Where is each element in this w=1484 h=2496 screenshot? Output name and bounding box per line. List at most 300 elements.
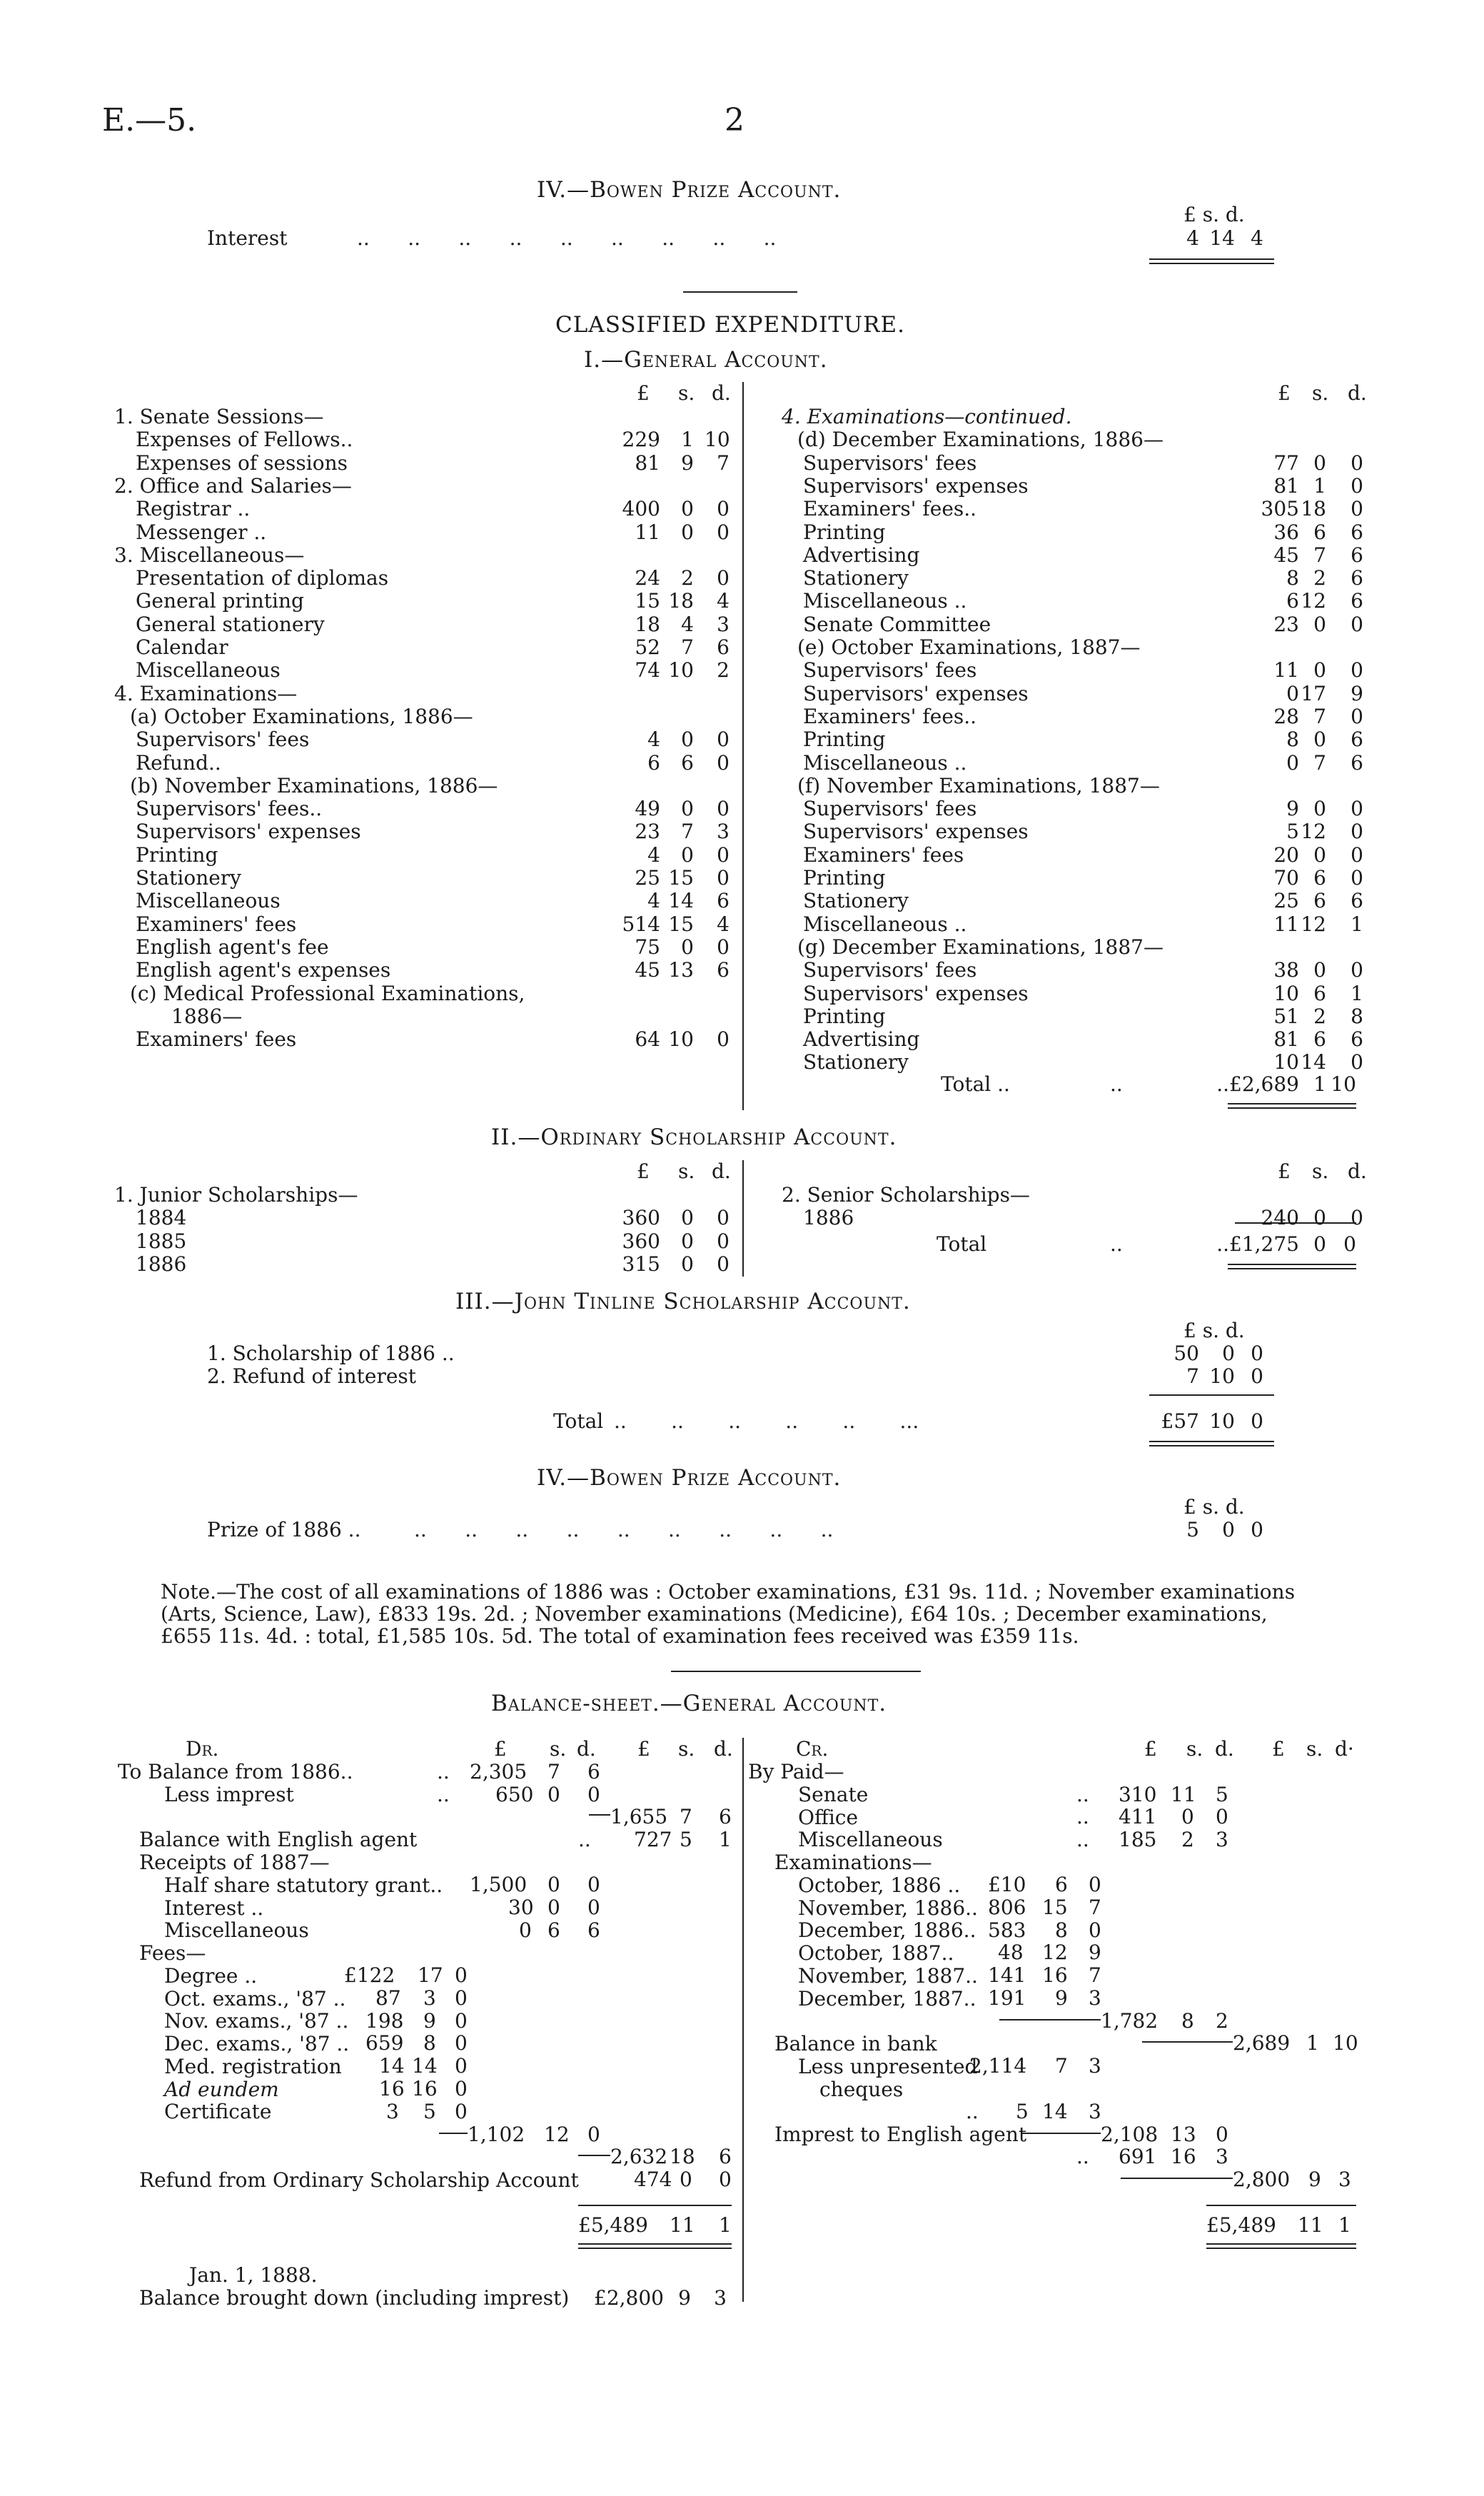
credit-amount: 9: [1055, 1986, 1068, 2010]
credit-amount: 7: [1089, 1963, 1101, 1987]
debit-amount: 5: [680, 1828, 692, 1851]
currency-header: s.: [1186, 1737, 1203, 1761]
ledger-item-pounds: 28: [1273, 704, 1299, 728]
ledger-item-shillings: 14: [1301, 1050, 1326, 1075]
credit-line-label: October, 1887..: [798, 1941, 954, 1965]
ledger-item-pence: 0: [1351, 658, 1363, 683]
subtotal-rule: [1149, 1394, 1274, 1396]
credit-line-label: Less unpresented: [798, 2054, 978, 2078]
ledger-item-label: Registrar ..: [136, 497, 251, 521]
dr-heading: Dr.: [186, 1737, 219, 1761]
credit-amount: 191: [988, 1986, 1026, 2010]
ledger-item-shillings: 0: [681, 497, 694, 521]
debit-amount: 12: [544, 2123, 570, 2146]
credit-amount: 2,114: [969, 2054, 1027, 2078]
ledger-item-label: 1886: [136, 1252, 187, 1276]
ledger-item-shillings: 7: [681, 820, 694, 844]
ledger-item-pounds: 45: [635, 958, 660, 982]
debit-amount: ..: [437, 1783, 450, 1806]
ledger-item-pounds: 4: [647, 889, 660, 913]
bracket-rule: [1121, 2178, 1233, 2179]
ledger-item-shillings: 1: [1313, 473, 1326, 498]
ledger-item-label: (a) October Examinations, 1886—: [130, 704, 473, 728]
ledger-item-shillings: 0: [1313, 451, 1326, 475]
debit-amount: ..: [578, 1828, 591, 1851]
ledger-item-pence: 6: [1351, 520, 1363, 544]
total-rule: [578, 2243, 732, 2245]
debit-amount: 0: [547, 1873, 560, 1896]
debit-amount: 727: [634, 1828, 672, 1851]
ledger-item-pounds: 20: [1273, 842, 1299, 867]
currency-header: s.: [678, 1159, 695, 1183]
debit-amount: 0: [587, 2123, 600, 2146]
ledger-item-label: Supervisors' fees: [803, 958, 977, 982]
debit-amount: 0: [587, 1873, 600, 1896]
debit-amount: 6: [719, 2145, 732, 2168]
debit-line-label: To Balance from 1886..: [118, 1760, 353, 1783]
ledger-item-label: Supervisors' expenses: [803, 820, 1029, 844]
credit-amount: 3: [1338, 2168, 1351, 2191]
credit-line-label: Imprest to English agent: [774, 2123, 1027, 2146]
ledger-item-label: Examiners' fees: [136, 1027, 297, 1052]
ledger-item-label: Stationery: [803, 566, 909, 590]
ledger-item-pounds: 52: [635, 635, 660, 659]
currency-header: d.: [712, 1159, 731, 1183]
subtotal-rule: [578, 2205, 732, 2206]
ledger-item-pence: 0: [1351, 842, 1363, 867]
credit-amount: 6: [1055, 1873, 1068, 1896]
debit-line-label: Receipts of 1887—: [139, 1851, 330, 1874]
credit-amount: £10: [988, 1873, 1026, 1896]
balance-sheet-title: Balance-sheet.—General Account.: [491, 1691, 887, 1716]
ledger-item-pounds: 75: [635, 935, 660, 959]
general-account-title: I.—General Account.: [584, 347, 828, 373]
credit-amount: 8: [1055, 1918, 1068, 1942]
ledger-item-label: Stationery: [803, 889, 909, 913]
ledger-item-label: Miscellaneous: [136, 889, 281, 913]
debit-amount: 0: [455, 1963, 468, 1987]
debit-amount: 30: [508, 1896, 534, 1919]
ledger-item-shillings: 0: [1313, 797, 1326, 821]
bracket-rule: [999, 2019, 1101, 2021]
currency-header: £: [1278, 1159, 1291, 1183]
ledger-item-label: General stationery: [136, 612, 325, 636]
debit-amount: 7: [680, 1805, 692, 1828]
ledger-item-pounds: 229: [622, 428, 660, 452]
ledger-item-shillings: 0: [1313, 1206, 1326, 1230]
credit-line-label: Office: [798, 1805, 859, 1829]
column-divider: [742, 1738, 744, 2302]
total-rule: [1206, 2243, 1356, 2245]
ledger-item-pence: 0: [1351, 866, 1363, 890]
ledger-item-label: 1. Junior Scholarships—: [114, 1183, 358, 1207]
tinline-item-pence: 0: [1251, 1364, 1263, 1388]
credit-amount: 691: [1119, 2145, 1157, 2168]
ledger-item-pence: 0: [1351, 1050, 1363, 1075]
ledger-item-pounds: 81: [635, 451, 660, 475]
ledger-item-shillings: 18: [1301, 497, 1326, 521]
currency-header: d.: [1215, 1737, 1234, 1761]
credit-amount: 2,108: [1101, 2123, 1159, 2146]
ledger-item-pounds: 74: [635, 658, 660, 683]
ledger-item-shillings: 4: [681, 612, 694, 636]
debit-amount: 14: [379, 2054, 405, 2078]
debit-amount: 0: [519, 1918, 532, 1942]
credit-amount: 3: [1089, 2100, 1101, 2123]
debit-line-label: Fees—: [139, 1941, 206, 1965]
ordinary-total-label: Total: [937, 1232, 987, 1256]
ledger-item-pounds: 81: [1273, 473, 1299, 498]
ledger-item-pence: 0: [717, 797, 730, 821]
debit-amount: 0: [547, 1783, 560, 1806]
ledger-item-shillings: 0: [1313, 612, 1326, 636]
debit-line-label: Med. registration: [164, 2054, 342, 2078]
currency-header: d·: [1335, 1737, 1354, 1761]
credit-amount: 1,782: [1101, 2009, 1159, 2033]
tinline-item-shillings: 0: [1222, 1342, 1235, 1365]
page-number: 2: [725, 102, 744, 139]
ledger-item-pence: 0: [717, 866, 730, 890]
credit-line-label: cheques: [819, 2077, 904, 2101]
tinline-scholarship-title: III.—John Tinline Scholarship Account.: [455, 1289, 911, 1314]
ledger-item-pounds: 77: [1273, 451, 1299, 475]
credit-amount: 2,689: [1233, 2031, 1291, 2055]
ledger-item-pence: 3: [717, 612, 730, 636]
debit-amount: ..: [437, 1760, 450, 1783]
ledger-item-label: Miscellaneous ..: [803, 589, 967, 613]
ledger-item-shillings: 2: [1313, 1004, 1326, 1028]
ledger-item-pence: 4: [717, 912, 730, 936]
ledger-item-label: (b) November Examinations, 1886—: [130, 773, 498, 797]
ledger-item-label: Presentation of diplomas: [136, 566, 389, 590]
dot-leader: ..: [1110, 1232, 1123, 1256]
credit-amount: 9: [1089, 1941, 1101, 1964]
ledger-item-shillings: 6: [1313, 981, 1326, 1005]
credit-line-label: Examinations—: [774, 1851, 932, 1874]
ledger-item-pence: 0: [1351, 797, 1363, 821]
ledger-item-shillings: 0: [1313, 958, 1326, 982]
ledger-item-pounds: 4: [647, 842, 660, 867]
debit-amount: 474: [634, 2168, 672, 2191]
ledger-item-label: (g) December Examinations, 1887—: [797, 935, 1164, 959]
ordinary-total-shillings: 0: [1313, 1232, 1326, 1256]
credit-amount: 15: [1042, 1896, 1068, 1919]
currency-header: s.: [678, 1737, 695, 1761]
ledger-item-shillings: 0: [681, 1229, 694, 1253]
debit-amount: 2,305: [470, 1760, 528, 1783]
debit-line-label: Miscellaneous: [164, 1918, 309, 1943]
ledger-item-label: 2. Office and Salaries—: [114, 473, 352, 498]
ledger-item-label: Supervisors' fees..: [136, 797, 323, 821]
ledger-item-label: (e) October Examinations, 1887—: [797, 635, 1141, 659]
ledger-item-pence: 6: [1351, 750, 1363, 775]
column-divider: [742, 382, 744, 1110]
currency-header: d.: [1348, 381, 1367, 405]
debit-amount: 8: [423, 2031, 436, 2055]
debit-line-label: Degree ..: [164, 1963, 258, 1988]
ledger-item-pounds: 6: [647, 750, 660, 775]
bracket-rule: [578, 2155, 610, 2156]
credit-amount: ..: [1076, 1828, 1089, 1851]
ledger-item-shillings: 7: [1313, 750, 1326, 775]
credit-amount: 9: [1308, 2168, 1321, 2191]
currency-header: s.: [1312, 381, 1329, 405]
subtotal-rule: [1206, 2205, 1356, 2206]
ledger-item-pounds: 6: [1286, 589, 1299, 613]
ledger-item-pence: 3: [717, 820, 730, 844]
debit-amount: 0: [455, 2077, 468, 2100]
debit-amount: 14: [412, 2054, 438, 2078]
ledger-item-label: English agent's fee: [136, 935, 329, 959]
currency-header: d.: [1348, 1159, 1367, 1183]
ledger-item-pence: 0: [717, 566, 730, 590]
ledger-item-pounds: 45: [1273, 543, 1299, 567]
credit-amount: 7: [1089, 1896, 1101, 1919]
ledger-item-shillings: 12: [1301, 820, 1326, 844]
debit-amount: 6: [587, 1918, 600, 1942]
ledger-item-pence: 0: [717, 497, 730, 521]
debit-line-label: Less imprest: [164, 1782, 294, 1806]
ledger-item-shillings: 0: [681, 842, 694, 867]
ledger-item-shillings: 7: [1313, 704, 1326, 728]
credit-amount: 5: [1216, 1783, 1228, 1806]
currency-header: d.: [577, 1737, 596, 1761]
section-divider: [683, 291, 797, 293]
debit-amount: 1,500: [470, 1873, 528, 1896]
debit-amount: 0: [455, 2031, 468, 2055]
debit-line-label: Interest ..: [164, 1896, 264, 1920]
ledger-item-label: Senate Committee: [803, 612, 991, 636]
debit-line-label: Dec. exams., '87 ..: [164, 2032, 350, 2055]
credit-amount: 0: [1216, 2123, 1228, 2146]
general-total-label: Total ..: [941, 1072, 1010, 1096]
bracket-rule: [1142, 2041, 1233, 2043]
credit-amount: £5,489: [1206, 2213, 1276, 2237]
debit-amount: 6: [547, 1918, 560, 1942]
total-rule: [1228, 1103, 1356, 1104]
ledger-item-pounds: 11: [1273, 658, 1299, 683]
credit-amount: ..: [1076, 2145, 1089, 2168]
ledger-item-pence: 1: [1351, 981, 1363, 1005]
ordinary-total-pence: 0: [1343, 1232, 1356, 1256]
ledger-item-pence: 0: [1351, 612, 1363, 636]
ledger-item-label: Miscellaneous ..: [803, 912, 967, 936]
debit-line-label: Oct. exams., '87 ..: [164, 1986, 346, 2011]
tinline-total-shillings: 10: [1209, 1409, 1235, 1433]
debit-amount: 9: [423, 2009, 436, 2033]
currency-header: d.: [712, 381, 731, 405]
ledger-item-pence: 4: [717, 589, 730, 613]
ledger-item-label: Supervisors' fees: [803, 658, 977, 683]
ledger-item-pence: 0: [717, 1229, 730, 1253]
currency-header: s.: [1312, 1159, 1329, 1183]
credit-amount: ..: [1076, 1783, 1089, 1806]
debit-amount: 18: [670, 2145, 695, 2168]
debit-amount: 0: [455, 1986, 468, 2010]
ledger-item-pence: 0: [1351, 1206, 1363, 1230]
ledger-item-label: Printing: [803, 866, 886, 890]
debit-amount: 0: [455, 2009, 468, 2033]
ledger-item-shillings: 6: [1313, 520, 1326, 544]
ledger-item-pounds: 400: [622, 497, 660, 521]
credit-line-label: Miscellaneous: [798, 1828, 943, 1852]
bowen-exp-shillings: 0: [1222, 1518, 1235, 1541]
ledger-item-label: Supervisors' expenses: [803, 681, 1029, 705]
tinline-item-pounds: 7: [1186, 1364, 1199, 1388]
ledger-item-pence: 0: [717, 842, 730, 867]
ledger-item-pence: 0: [1351, 704, 1363, 728]
currency-header: £: [1144, 1737, 1157, 1761]
credit-amount: 3: [1089, 1986, 1101, 2010]
ledger-item-pence: 6: [717, 958, 730, 982]
ledger-item-pounds: 23: [635, 820, 660, 844]
classified-expenditure-title: CLASSIFIED EXPENDITURE.: [555, 312, 905, 338]
ledger-item-shillings: 0: [681, 935, 694, 959]
ledger-item-pence: 6: [1351, 889, 1363, 913]
bracket-rule: [1021, 2133, 1101, 2134]
ledger-item-pence: 6: [1351, 589, 1363, 613]
ledger-item-shillings: 1: [681, 428, 694, 452]
credit-line-label: December, 1887..: [798, 1986, 976, 2011]
ledger-item-pence: 1: [1351, 912, 1363, 936]
debit-amount: £122: [344, 1963, 395, 1987]
ledger-item-pounds: 10: [1273, 981, 1299, 1005]
ledger-item-pounds: 15: [635, 589, 660, 613]
ledger-item-pence: 0: [1351, 473, 1363, 498]
cr-heading: Cr.: [796, 1737, 829, 1761]
credit-amount: 11: [1298, 2213, 1323, 2237]
ledger-item-pounds: 9: [1286, 797, 1299, 821]
tinline-total-amount: £57: [1161, 1409, 1199, 1433]
dot-leader: .. .. .. .. .. .. .. .. ..: [414, 1518, 834, 1541]
credit-amount: ..: [1076, 1805, 1089, 1828]
ledger-item-pounds: 360: [622, 1229, 660, 1253]
general-total-amount: ..£2,689: [1216, 1072, 1299, 1096]
ledger-item-pence: 0: [717, 1027, 730, 1052]
dot-leader: .. .. .. .. .. .. .. .. ..: [357, 226, 777, 250]
debit-line-label: Ad eundem: [164, 2077, 279, 2101]
currency-header: £: [637, 381, 650, 405]
debit-amount: 1: [719, 2213, 732, 2237]
ledger-item-pounds: 4: [647, 728, 660, 752]
ledger-item-label: Examiners' fees..: [803, 497, 977, 521]
debit-amount: 7: [547, 1760, 560, 1783]
debit-line-label: Half share statutory grant..: [164, 1873, 443, 1897]
credit-amount: 11: [1171, 1783, 1196, 1806]
bowen-exp-pence: 0: [1251, 1518, 1263, 1541]
debit-amount: 87: [375, 1986, 401, 2010]
tinline-total-label: Total: [553, 1409, 604, 1433]
credit-amount: 8: [1181, 2009, 1194, 2033]
credit-amount: 16: [1171, 2145, 1196, 2168]
credit-line-label: December, 1886..: [798, 1918, 976, 1943]
ledger-item-label: Stationery: [803, 1050, 909, 1075]
ledger-item-pounds: 38: [1273, 958, 1299, 982]
ordinary-total-amount: ..£1,275: [1216, 1232, 1299, 1256]
ledger-item-label: Advertising: [803, 543, 920, 567]
credit-amount: ..: [966, 2100, 979, 2123]
ledger-item-pence: 0: [1351, 820, 1363, 844]
debit-amount: 1,102: [468, 2123, 525, 2146]
ledger-item-shillings: 12: [1301, 589, 1326, 613]
debit-line-label: Balance with English agent: [139, 1828, 418, 1852]
ledger-item-shillings: 12: [1301, 912, 1326, 936]
ledger-item-pounds: 24: [635, 566, 660, 590]
debit-amount: 17: [418, 1963, 443, 1987]
ledger-item-shillings: 0: [681, 797, 694, 821]
credit-amount: 2: [1181, 1828, 1194, 1851]
total-rule: [1228, 1268, 1356, 1269]
ledger-item-pounds: 49: [635, 797, 660, 821]
ledger-item-label: Printing: [803, 520, 886, 544]
ledger-item-pence: 8: [1351, 1004, 1363, 1028]
credit-amount: 583: [988, 1918, 1026, 1942]
ledger-item-pounds: 70: [1273, 866, 1299, 890]
credit-line-label: Balance in bank: [774, 2032, 937, 2055]
ledger-item-label: (f) November Examinations, 1887—: [797, 773, 1160, 797]
currency-header: £: [494, 1737, 507, 1761]
general-total-shillings: 1: [1313, 1072, 1326, 1096]
ledger-item-pence: 0: [717, 728, 730, 752]
total-rule: [1206, 2248, 1356, 2249]
debit-amount: 198: [365, 2009, 404, 2033]
ledger-item-label: Supervisors' fees: [803, 797, 977, 821]
debit-amount: 3: [423, 1986, 436, 2010]
bowen-income-title: IV.—Bowen Prize Account.: [537, 177, 842, 203]
ledger-item-label: Printing: [136, 842, 218, 867]
ledger-item-shillings: 15: [668, 866, 694, 890]
ledger-item-label: Supervisors' expenses: [803, 473, 1029, 498]
credit-amount: 310: [1119, 1783, 1157, 1806]
tinline-total-pence: 0: [1251, 1409, 1263, 1433]
ledger-item-pence: 0: [717, 1252, 730, 1276]
ledger-item-shillings: 2: [681, 566, 694, 590]
ledger-item-shillings: 9: [681, 451, 694, 475]
ledger-item-label: English agent's expenses: [136, 958, 391, 982]
credit-amount: 1: [1338, 2213, 1351, 2237]
ledger-item-pence: 6: [1351, 543, 1363, 567]
credit-amount: 7: [1055, 2054, 1068, 2078]
debit-amount: 2,632: [610, 2145, 668, 2168]
credit-amount: 0: [1089, 1918, 1101, 1942]
credit-amount: 806: [988, 1896, 1026, 1919]
bracket-rule: [439, 2133, 468, 2134]
tinline-item-pence: 0: [1251, 1342, 1263, 1365]
balance-bd-amount: £2,800: [594, 2286, 664, 2310]
debit-amount: 0: [455, 2100, 468, 2123]
ledger-item-pence: 10: [705, 428, 730, 452]
ledger-item-pence: 0: [1351, 497, 1363, 521]
ledger-item-pounds: 240: [1261, 1206, 1299, 1230]
bowen-income-shillings: 14: [1209, 226, 1235, 250]
tinline-item-label: 2. Refund of interest: [207, 1364, 417, 1388]
ledger-item-shillings: 6: [1313, 889, 1326, 913]
ledger-item-label: Refund..: [136, 750, 221, 775]
debit-amount: 0: [587, 1783, 600, 1806]
ledger-item-shillings: 0: [681, 728, 694, 752]
credit-line-label: November, 1886..: [798, 1896, 978, 1920]
ledger-item-label: Examiners' fees: [803, 842, 964, 867]
dot-leader: .. .. .. .. .. ...: [614, 1409, 919, 1433]
credit-amount: 10: [1333, 2031, 1358, 2055]
ledger-item-pence: 6: [1351, 728, 1363, 752]
note-line: Note.—The cost of all examinations of 1886 was : October examinations, £31 9s. 11d. ; November examinations: [161, 1580, 1296, 1604]
note-line: (Arts, Science, Law), £833 19s. 2d. ; November examinations (Medicine), £64 10s. ; December examinations,: [161, 1602, 1268, 1626]
currency-header: £: [1278, 381, 1291, 405]
ledger-item-pounds: 0: [1286, 681, 1299, 705]
currency-header: £: [1272, 1737, 1285, 1761]
ledger-item-pence: 9: [1351, 681, 1363, 705]
